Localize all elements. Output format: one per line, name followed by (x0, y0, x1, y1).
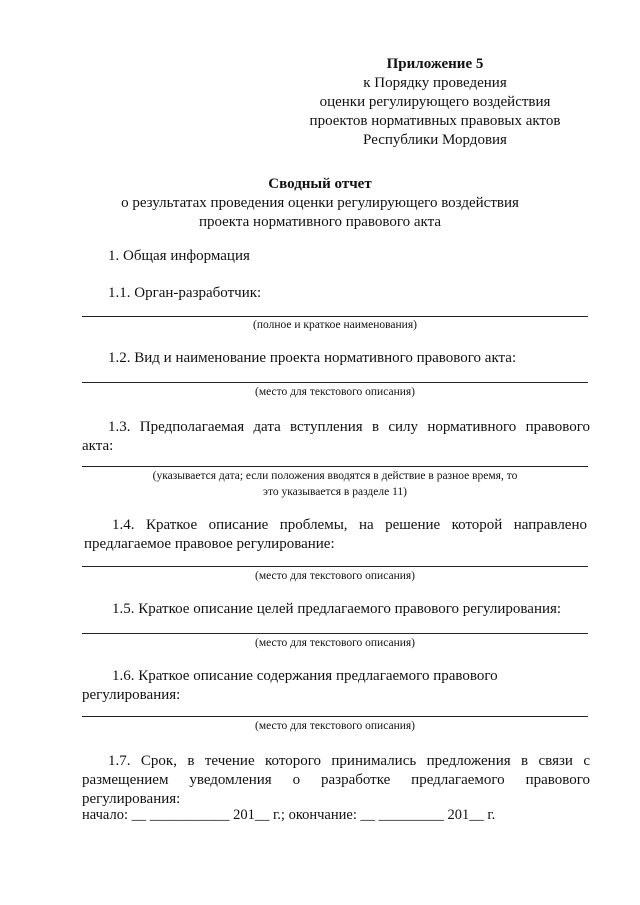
section-1-7-label-line-1: 1.7. Срок, в течение которого принимались предложения в связи с (108, 753, 590, 769)
section-1-3-hint-1: (указывается дата; если положения вводятся в действие в разное время, то (152, 470, 518, 482)
appendix-header (300, 55, 570, 150)
document-title: Сводный отчет (268, 176, 372, 192)
section-1-6-field[interactable] (82, 716, 588, 717)
section-1-3-label-line-2: акта: (82, 438, 114, 454)
section-1-4-field[interactable] (82, 566, 588, 567)
document-subtitle-2: проекта нормативного правового акта (198, 214, 442, 230)
section-1-2-field[interactable] (82, 382, 588, 383)
appendix-line-2: оценки регулирующего воздействия (319, 94, 551, 110)
section-1-6-hint: (место для текстового описания) (254, 720, 415, 732)
section-1-6-label-line-2: регулирования: (82, 687, 181, 703)
section-1-1-hint: (полное и краткое наименования) (253, 319, 417, 331)
section-1-2-hint: (место для текстового описания) (254, 386, 415, 398)
section-1-2-label: 1.2. Вид и наименование проекта нормативного правового акта: (108, 350, 517, 366)
section-1-4-label-line-1: 1.4. Краткое описание проблемы, на решение которой направлено (112, 517, 587, 533)
section-1-5-label: 1.5. Краткое описание целей предлагаемого правового регулирования: (112, 601, 562, 617)
section-1-3-field[interactable] (82, 466, 588, 467)
section-1-1-label: 1.1. Орган-разработчик: (108, 285, 262, 301)
section-1-6-label-line-1: 1.6. Краткое описание содержания предлагаемого правового (112, 668, 498, 684)
section-1-1-field[interactable] (82, 316, 588, 317)
appendix-line-1: к Порядку проведения (363, 75, 507, 91)
section-1-4-hint: (место для текстового описания) (254, 570, 415, 582)
section-1-5-field[interactable] (82, 633, 588, 634)
section-1-3-label-line-1: 1.3. Предполагаемая дата вступления в силу нормативного правового (108, 419, 590, 435)
section-1-4-label-line-2: предлагаемое правовое регулирование: (84, 536, 335, 552)
appendix-line-4: Республики Мордовия (363, 132, 507, 148)
section-1-7-label-line-2: размещением уведомления о разработке предлагаемого правового (82, 772, 590, 788)
appendix-line-3: проектов нормативных правовых актов (309, 113, 561, 129)
document-subtitle-1: о результатах проведения оценки регулирующего воздействия (121, 195, 519, 211)
section-1-7-date-range[interactable]: начало: __ ___________ 201__ г.; окончание: __ _________ 201__ г. (82, 807, 496, 823)
appendix-number: Приложение 5 (386, 56, 484, 72)
section-1-3-hint-2: это указывается в разделе 11) (263, 486, 407, 498)
section-1-5-hint: (место для текстового описания) (254, 637, 415, 649)
section-1-heading: 1. Общая информация (108, 248, 250, 264)
section-1-7-label-line-3: регулирования: (82, 791, 181, 807)
